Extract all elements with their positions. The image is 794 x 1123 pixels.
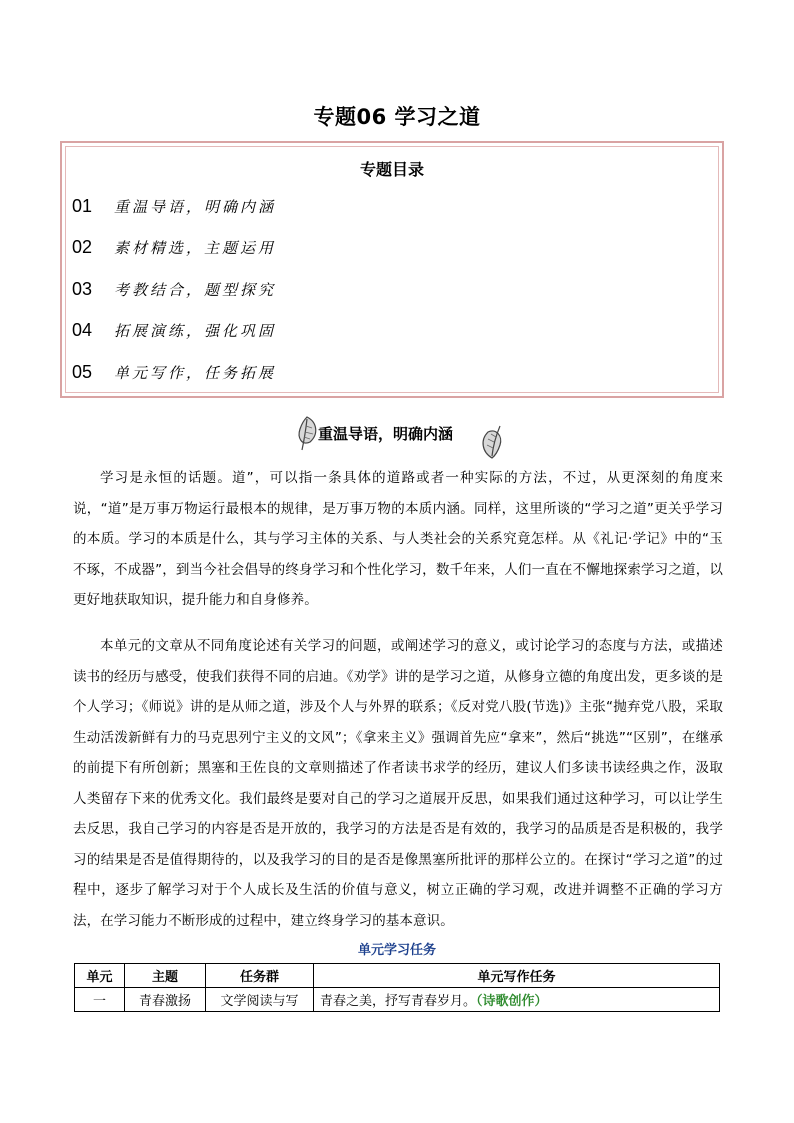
toc-heading: 专题目录	[359, 160, 424, 179]
writing-task-note: （诗歌创作）	[476, 994, 548, 1009]
intro-paragraph: 本单元的文章从不同角度论述有关学习的问题，或阐述学习的意义，或讨论学习的态度与方法，或描述读书的经历与感受，使我们获得不同的启迪。《劝学》讲的是学习之道，从修身立德的角度出发，更多谈的是个人学习；《师说》讲的是从师之道，涉及个人与外界的联系；《反对党八股(节选)》主张“抛弃党八股，采取生动活泼新鲜有力的马克思列宁主义的文风”；《拿来主义》强调首先应“拿来”，然后“挑选”“区别”，在继承的前提下有所创新；黑塞和王佐良的文章则描述了作者读书求学的经历，建议人们多读书读经典之作，汲取人类留存下来的优秀文化。我们最终是要对自己的学习之道展开反思，如果我们通过这种学习，可以让学生去反思，我自己学习的内容是否是开放的，我学习的方法是否是有效的，我学习的品质是否是积极的，我学习的结果是否是值得期待的，以及我学习的目的是否是像黑塞所批评的那样公立的。在探讨“学习之道”的过程中，逐步了解学习对于个人成长及生活的价值与意义，树立正确的学习观，改进并调整不正确的学习方法，在学习能力不断形成的过程中，建立终身学习的基本意识。	[73, 638, 723, 929]
toc-item-text: 素材精选，主题运用	[114, 239, 277, 257]
table-header-row	[75, 964, 720, 988]
toc-item-text: 重温导语，明确内涵	[114, 198, 277, 216]
column-header: 主题	[125, 964, 206, 988]
toc-item-text: 考教结合，题型探究	[114, 281, 277, 299]
page-title: 专题06 学习之道	[313, 105, 481, 129]
intro-paragraph: 学习是永恒的话题。道”，可以指一条具体的道路或者一种实际的方法，不过，从更深刻的角度来说，“道”是万事万物运行最根本的规律，是万事万物的本质内涵。同样，这里所谈的“学习之道”更关乎学习的本质。学习的本质是什么，其与学习主体的关系、与人类社会的关系究竟怎样。从《礼记·学记》中的“玉不琢，不成器”，到当今社会倡导的终身学习和个性化学习，数千年来，人们一直在不懈地探索学习之道，以更好地获取知识，提升能力和自身修养。	[73, 470, 723, 608]
table-of-contents	[60, 141, 724, 398]
cell-task-group: 文学阅读与写	[206, 988, 314, 1012]
toc-item[interactable]	[72, 277, 276, 301]
leaf-icon	[476, 422, 508, 462]
toc-item-number: 03	[72, 279, 93, 299]
cell-theme: 青春激扬	[125, 988, 206, 1012]
toc-item[interactable]	[72, 194, 276, 218]
column-header: 任务群	[206, 964, 314, 988]
column-header: 单元	[75, 964, 125, 988]
writing-task-text: 青春之美，抒写青春岁月。	[320, 994, 477, 1009]
toc-item[interactable]	[72, 360, 276, 384]
table-caption: 单元学习任务	[357, 943, 436, 958]
section-title: 重温导语，明确内涵	[318, 425, 454, 443]
column-header: 单元写作任务	[314, 964, 720, 988]
toc-item-number: 01	[72, 196, 93, 216]
unit-task-table	[74, 963, 720, 1012]
table-row	[75, 988, 720, 1012]
toc-item-text: 单元写作，任务拓展	[114, 364, 277, 382]
cell-unit: 一	[75, 988, 125, 1012]
toc-item[interactable]	[72, 235, 276, 259]
toc-item[interactable]	[72, 318, 276, 342]
toc-item-number: 02	[72, 237, 93, 257]
cell-writing-task	[314, 988, 720, 1012]
toc-item-number: 05	[72, 362, 93, 382]
toc-item-text: 拓展演练，强化巩固	[114, 322, 277, 340]
section-banner	[290, 412, 510, 462]
toc-inner-frame	[65, 146, 719, 393]
toc-item-number: 04	[72, 320, 93, 340]
